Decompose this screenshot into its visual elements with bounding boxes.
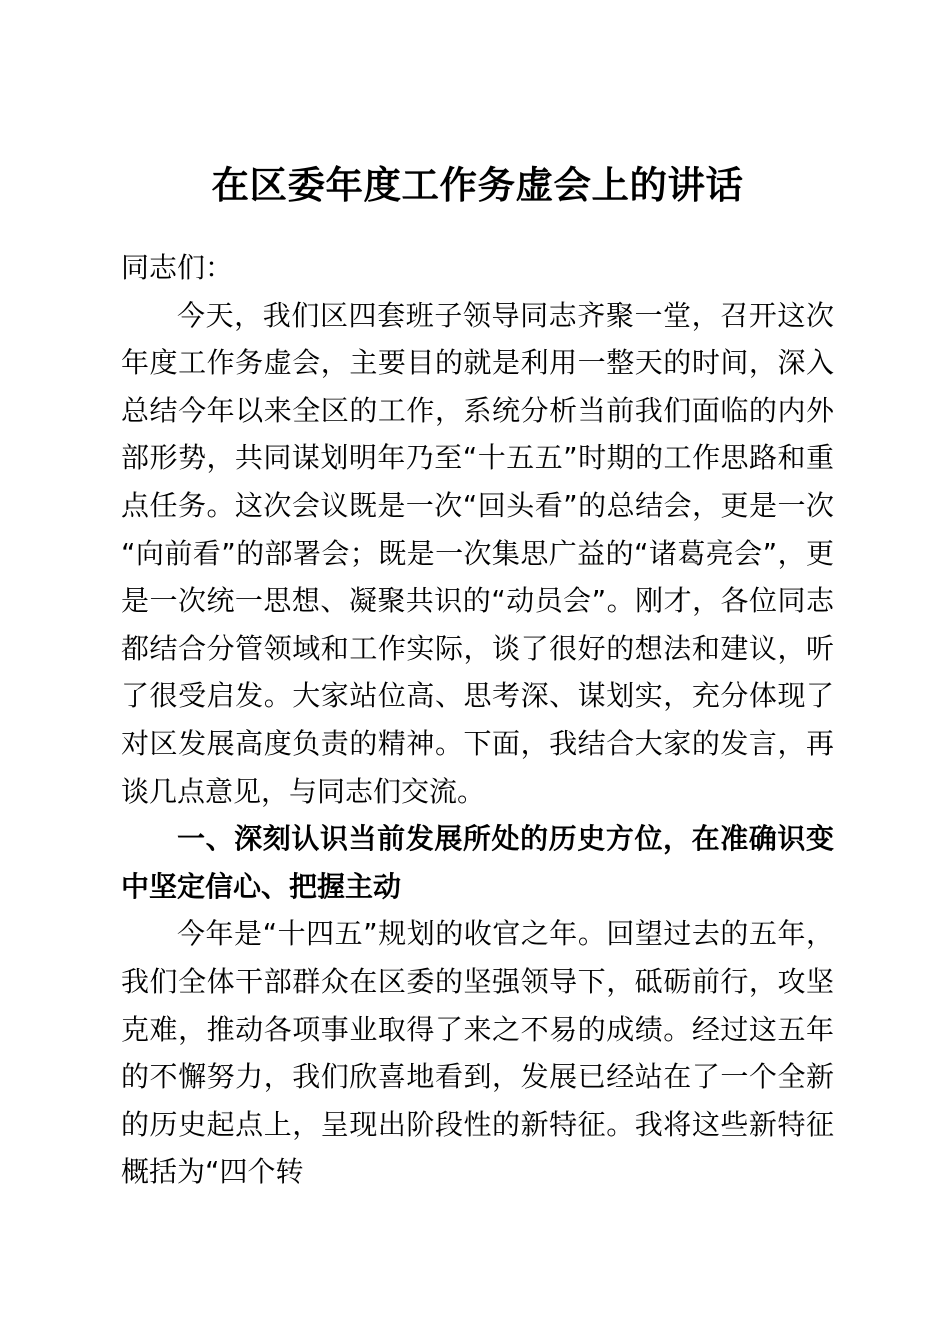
document-body — [121, 160, 834, 1196]
section-heading-one: 一、深刻认识当前发展所处的历史方位，在准确识变中坚定信心、把握主动 — [121, 822, 834, 903]
page-title: 在区委年度工作务虚会上的讲话 — [211, 163, 744, 207]
salutation: 同志们： — [121, 251, 234, 284]
paragraph-opening: 今天，我们区四套班子领导同志齐聚一堂，召开这次年度工作务虚会，主要目的就是利用一整天的时间，深入总结今年以来全区的工作，系统分析当前我们面临的内外部形势，共同谋划明年乃至“十五五”时期的工作思路和重点任务。这次会议既是一次“回头看”的总结会，更是一次“向前看”的部署会；既是一次集思广益的“诸葛亮会”，更是一次统一思想、凝聚共识的“动员会”。刚才，各位同志都结合分管领域和工作实际，谈了很好的想法和建议，听了很受启发。大家站位高、思考深、谋划实，充分体现了对区发展高度负责的精神。下面，我结合大家的发言，再谈几点意见，与同志们交流。 — [121, 298, 834, 808]
paragraph-section-one-body: 今年是“十四五”规划的收官之年。回望过去的五年，我们全体干部群众在区委的坚强领导下，砥砺前行，攻坚克难，推动各项事业取得了来之不易的成绩。经过这五年的不懈努力，我们欣喜地看到，发展已经站在了一个全新的历史起点上，呈现出阶段性的新特征。我将这些新特征概括为“四个转 — [121, 917, 834, 1189]
